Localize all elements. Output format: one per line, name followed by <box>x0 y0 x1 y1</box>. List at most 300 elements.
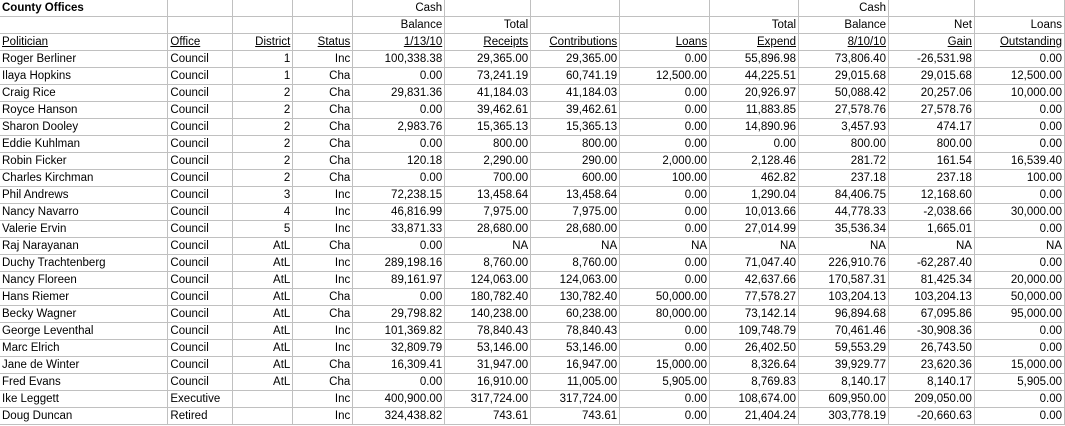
table-cell[interactable]: 0.00 <box>620 221 710 238</box>
table-cell[interactable]: 0.00 <box>974 255 1064 272</box>
table-cell[interactable]: 12,500.00 <box>974 68 1064 85</box>
table-cell[interactable]: 35,536.34 <box>799 221 889 238</box>
table-cell[interactable]: Phil Andrews <box>0 187 168 204</box>
table-cell[interactable]: 124,063.00 <box>531 272 620 289</box>
table-cell[interactable]: Ilaya Hopkins <box>0 68 168 85</box>
column-header-district[interactable] <box>233 34 293 51</box>
table-cell[interactable]: Council <box>168 136 233 153</box>
table-cell[interactable]: Retired <box>168 408 233 425</box>
table-cell[interactable]: -2,038.66 <box>888 204 974 221</box>
table-cell[interactable]: 50,088.42 <box>799 85 889 102</box>
header-cell[interactable] <box>620 0 710 17</box>
table-cell[interactable]: 100.00 <box>620 170 710 187</box>
table-cell[interactable]: Council <box>168 51 233 68</box>
header-cell[interactable] <box>168 0 233 17</box>
table-cell[interactable]: Cha <box>293 102 353 119</box>
table-cell[interactable]: Inc <box>293 323 353 340</box>
table-cell[interactable]: 0.00 <box>620 391 710 408</box>
table-cell[interactable]: 0.00 <box>974 51 1064 68</box>
table-cell[interactable]: 103,204.13 <box>888 289 974 306</box>
header-cell[interactable] <box>620 17 710 34</box>
table-cell[interactable]: 800.00 <box>888 136 974 153</box>
header-cell[interactable] <box>168 17 233 34</box>
table-cell[interactable]: 10,000.00 <box>974 85 1064 102</box>
table-cell[interactable]: 44,778.33 <box>799 204 889 221</box>
table-cell[interactable]: 0.00 <box>620 255 710 272</box>
table-cell[interactable]: Sharon Dooley <box>0 119 168 136</box>
table-cell[interactable]: 78,840.43 <box>531 323 620 340</box>
table-cell[interactable]: 0.00 <box>620 408 710 425</box>
table-cell[interactable]: 3,457.93 <box>799 119 889 136</box>
table-cell[interactable]: 10,013.66 <box>710 204 799 221</box>
table-cell[interactable]: 1,665.01 <box>888 221 974 238</box>
table-cell[interactable]: 30,000.00 <box>974 204 1064 221</box>
table-cell[interactable]: Hans Riemer <box>0 289 168 306</box>
table-cell[interactable]: AtL <box>233 238 293 255</box>
table-cell[interactable]: Inc <box>293 187 353 204</box>
header-cell[interactable] <box>445 0 531 17</box>
table-cell[interactable]: 16,910.00 <box>445 374 531 391</box>
column-header-outstanding[interactable] <box>974 34 1064 51</box>
table-cell[interactable]: Inc <box>293 204 353 221</box>
table-cell[interactable]: 8,760.00 <box>445 255 531 272</box>
column-header-status[interactable] <box>293 34 353 51</box>
table-cell[interactable]: Cha <box>293 289 353 306</box>
table-cell[interactable]: Council <box>168 289 233 306</box>
table-cell[interactable]: Inc <box>293 340 353 357</box>
table-cell[interactable]: 0.00 <box>353 68 445 85</box>
table-cell[interactable]: 2 <box>233 102 293 119</box>
table-cell[interactable]: Council <box>168 374 233 391</box>
column-header-gain[interactable] <box>888 34 974 51</box>
header-cell[interactable] <box>233 17 293 34</box>
table-cell[interactable]: 0.00 <box>620 136 710 153</box>
table-cell[interactable]: AtL <box>233 374 293 391</box>
header-cell[interactable] <box>974 0 1064 17</box>
table-cell[interactable]: 180,782.40 <box>445 289 531 306</box>
table-cell[interactable]: 50,000.00 <box>620 289 710 306</box>
sheet-title-cell[interactable]: County Offices <box>0 0 168 17</box>
table-cell[interactable]: Inc <box>293 391 353 408</box>
table-cell[interactable]: 0.00 <box>353 289 445 306</box>
table-cell[interactable]: Eddie Kuhlman <box>0 136 168 153</box>
header-cell[interactable]: Balance <box>353 17 445 34</box>
table-cell[interactable]: Council <box>168 119 233 136</box>
header-cell[interactable]: Balance <box>799 17 889 34</box>
table-cell[interactable]: 2 <box>233 85 293 102</box>
table-cell[interactable]: 1 <box>233 68 293 85</box>
table-cell[interactable]: 0.00 <box>620 323 710 340</box>
table-cell[interactable]: 27,014.99 <box>710 221 799 238</box>
table-cell[interactable]: 0.00 <box>974 119 1064 136</box>
table-cell[interactable]: 26,743.50 <box>888 340 974 357</box>
table-cell[interactable]: Robin Ficker <box>0 153 168 170</box>
header-cell[interactable]: Net <box>888 17 974 34</box>
table-cell[interactable]: 8,140.17 <box>799 374 889 391</box>
table-cell[interactable]: 29,798.82 <box>353 306 445 323</box>
header-cell[interactable] <box>710 0 799 17</box>
table-cell[interactable]: 11,883.85 <box>710 102 799 119</box>
table-cell[interactable]: Executive <box>168 391 233 408</box>
table-cell[interactable]: 15,000.00 <box>974 357 1064 374</box>
table-cell[interactable]: 474.17 <box>888 119 974 136</box>
table-cell[interactable]: 0.00 <box>620 272 710 289</box>
table-cell[interactable]: 11,005.00 <box>531 374 620 391</box>
column-header-expend[interactable] <box>710 34 799 51</box>
table-cell[interactable]: Council <box>168 85 233 102</box>
table-cell[interactable]: 39,462.61 <box>531 102 620 119</box>
table-cell[interactable]: 140,238.00 <box>445 306 531 323</box>
table-cell[interactable]: 0.00 <box>710 136 799 153</box>
table-cell[interactable]: 15,365.13 <box>445 119 531 136</box>
table-cell[interactable]: Inc <box>293 221 353 238</box>
table-cell[interactable]: 60,238.00 <box>531 306 620 323</box>
table-cell[interactable]: 0.00 <box>620 119 710 136</box>
table-cell[interactable]: Cha <box>293 85 353 102</box>
table-cell[interactable]: 0.00 <box>974 408 1064 425</box>
table-cell[interactable]: Royce Hanson <box>0 102 168 119</box>
table-cell[interactable]: 0.00 <box>620 102 710 119</box>
table-cell[interactable]: 0.00 <box>974 136 1064 153</box>
header-cell[interactable]: Cash <box>799 0 889 17</box>
table-cell[interactable]: 109,748.79 <box>710 323 799 340</box>
table-cell[interactable]: 5 <box>233 221 293 238</box>
table-cell[interactable]: Cha <box>293 170 353 187</box>
table-cell[interactable]: Fred Evans <box>0 374 168 391</box>
table-cell[interactable]: 73,806.40 <box>799 51 889 68</box>
table-cell[interactable]: Inc <box>293 255 353 272</box>
header-cell[interactable] <box>293 0 353 17</box>
column-header-8-10-10[interactable] <box>799 34 889 51</box>
table-cell[interactable]: 39,462.61 <box>445 102 531 119</box>
table-cell[interactable]: 317,724.00 <box>445 391 531 408</box>
table-cell[interactable]: 800.00 <box>531 136 620 153</box>
table-cell[interactable]: 0.00 <box>974 340 1064 357</box>
table-cell[interactable]: 96,894.68 <box>799 306 889 323</box>
table-cell[interactable]: 209,050.00 <box>888 391 974 408</box>
table-cell[interactable]: 71,047.40 <box>710 255 799 272</box>
table-cell[interactable]: 237.18 <box>888 170 974 187</box>
table-cell[interactable]: 95,000.00 <box>974 306 1064 323</box>
table-cell[interactable]: 20,257.06 <box>888 85 974 102</box>
table-cell[interactable]: 73,241.19 <box>445 68 531 85</box>
table-cell[interactable]: Council <box>168 170 233 187</box>
table-cell[interactable]: 89,161.97 <box>353 272 445 289</box>
table-cell[interactable]: Charles Kirchman <box>0 170 168 187</box>
table-cell[interactable]: 2 <box>233 153 293 170</box>
table-cell[interactable]: 84,406.75 <box>799 187 889 204</box>
table-cell[interactable]: 0.00 <box>620 51 710 68</box>
table-cell[interactable]: 120.18 <box>353 153 445 170</box>
table-cell[interactable]: AtL <box>233 255 293 272</box>
table-cell[interactable]: -26,531.98 <box>888 51 974 68</box>
table-cell[interactable]: -30,908.36 <box>888 323 974 340</box>
table-cell[interactable]: 80,000.00 <box>620 306 710 323</box>
table-cell[interactable]: 400,900.00 <box>353 391 445 408</box>
table-cell[interactable]: Inc <box>293 272 353 289</box>
table-cell[interactable]: 462.82 <box>710 170 799 187</box>
table-cell[interactable]: 39,929.77 <box>799 357 889 374</box>
table-cell[interactable]: 3 <box>233 187 293 204</box>
table-cell[interactable]: 324,438.82 <box>353 408 445 425</box>
header-cell[interactable]: Loans <box>974 17 1064 34</box>
table-cell[interactable]: 59,553.29 <box>799 340 889 357</box>
table-cell[interactable]: Duchy Trachtenberg <box>0 255 168 272</box>
table-cell[interactable]: 16,309.41 <box>353 357 445 374</box>
table-cell[interactable]: 29,365.00 <box>445 51 531 68</box>
table-cell[interactable]: 16,539.40 <box>974 153 1064 170</box>
table-cell[interactable]: 2,000.00 <box>620 153 710 170</box>
table-cell[interactable]: 50,000.00 <box>974 289 1064 306</box>
table-cell[interactable]: 72,238.15 <box>353 187 445 204</box>
table-cell[interactable]: 7,975.00 <box>445 204 531 221</box>
table-cell[interactable]: Council <box>168 153 233 170</box>
table-cell[interactable]: 70,461.46 <box>799 323 889 340</box>
table-cell[interactable]: 0.00 <box>974 221 1064 238</box>
table-cell[interactable]: 290.00 <box>531 153 620 170</box>
table-cell[interactable]: NA <box>799 238 889 255</box>
table-cell[interactable]: Becky Wagner <box>0 306 168 323</box>
table-cell[interactable]: 29,831.36 <box>353 85 445 102</box>
table-cell[interactable]: 0.00 <box>974 102 1064 119</box>
table-cell[interactable]: 0.00 <box>353 102 445 119</box>
table-cell[interactable]: AtL <box>233 323 293 340</box>
table-cell[interactable]: 29,365.00 <box>531 51 620 68</box>
table-cell[interactable]: Inc <box>293 51 353 68</box>
table-cell[interactable]: 8,760.00 <box>531 255 620 272</box>
table-cell[interactable]: Marc Elrich <box>0 340 168 357</box>
column-header-receipts[interactable] <box>445 34 531 51</box>
header-cell[interactable]: Cash <box>353 0 445 17</box>
table-cell[interactable]: 303,778.19 <box>799 408 889 425</box>
table-cell[interactable]: Nancy Navarro <box>0 204 168 221</box>
table-cell[interactable]: 33,871.33 <box>353 221 445 238</box>
table-cell[interactable]: 12,500.00 <box>620 68 710 85</box>
table-cell[interactable]: Cha <box>293 238 353 255</box>
header-cell[interactable]: Total <box>445 17 531 34</box>
table-cell[interactable]: -62,287.40 <box>888 255 974 272</box>
table-cell[interactable]: 2 <box>233 170 293 187</box>
table-cell[interactable]: Council <box>168 272 233 289</box>
table-cell[interactable]: 2 <box>233 136 293 153</box>
table-cell[interactable]: 0.00 <box>974 323 1064 340</box>
table-cell[interactable]: 32,809.79 <box>353 340 445 357</box>
table-cell[interactable]: Council <box>168 102 233 119</box>
table-cell[interactable]: AtL <box>233 340 293 357</box>
table-cell[interactable]: NA <box>888 238 974 255</box>
table-cell[interactable]: 0.00 <box>353 238 445 255</box>
table-cell[interactable]: Cha <box>293 136 353 153</box>
table-cell[interactable]: Roger Berliner <box>0 51 168 68</box>
table-cell[interactable]: Inc <box>293 408 353 425</box>
table-cell[interactable]: Council <box>168 187 233 204</box>
table-cell[interactable]: 20,926.97 <box>710 85 799 102</box>
table-cell[interactable]: 7,975.00 <box>531 204 620 221</box>
table-cell[interactable]: Council <box>168 221 233 238</box>
table-cell[interactable]: 226,910.76 <box>799 255 889 272</box>
table-cell[interactable]: 23,620.36 <box>888 357 974 374</box>
table-cell[interactable]: 20,000.00 <box>974 272 1064 289</box>
table-cell[interactable]: 170,587.31 <box>799 272 889 289</box>
table-cell[interactable]: 101,369.82 <box>353 323 445 340</box>
table-cell[interactable]: Council <box>168 306 233 323</box>
table-cell[interactable]: Council <box>168 255 233 272</box>
table-cell[interactable]: Council <box>168 68 233 85</box>
table-cell[interactable]: 2,983.76 <box>353 119 445 136</box>
table-cell[interactable]: 281.72 <box>799 153 889 170</box>
table-cell[interactable] <box>233 391 293 408</box>
column-header-contributions[interactable] <box>531 34 620 51</box>
table-cell[interactable]: 12,168.60 <box>888 187 974 204</box>
table-cell[interactable]: 16,947.00 <box>531 357 620 374</box>
table-cell[interactable]: 5,905.00 <box>620 374 710 391</box>
table-cell[interactable]: Doug Duncan <box>0 408 168 425</box>
table-cell[interactable]: 609,950.00 <box>799 391 889 408</box>
table-cell[interactable]: 0.00 <box>353 170 445 187</box>
header-cell[interactable]: Total <box>710 17 799 34</box>
table-cell[interactable]: 289,198.16 <box>353 255 445 272</box>
table-cell[interactable]: 8,769.83 <box>710 374 799 391</box>
table-cell[interactable]: 0.00 <box>620 204 710 221</box>
table-cell[interactable]: 161.54 <box>888 153 974 170</box>
table-cell[interactable]: 21,404.24 <box>710 408 799 425</box>
table-cell[interactable]: 29,015.68 <box>799 68 889 85</box>
table-cell[interactable]: 0.00 <box>620 85 710 102</box>
table-cell[interactable]: Cha <box>293 153 353 170</box>
table-cell[interactable]: 0.00 <box>353 374 445 391</box>
table-cell[interactable]: 0.00 <box>974 391 1064 408</box>
table-cell[interactable]: -20,660.63 <box>888 408 974 425</box>
table-cell[interactable]: 800.00 <box>445 136 531 153</box>
table-cell[interactable]: 78,840.43 <box>445 323 531 340</box>
table-cell[interactable]: AtL <box>233 272 293 289</box>
table-cell[interactable]: Cha <box>293 68 353 85</box>
header-cell[interactable] <box>531 0 620 17</box>
table-cell[interactable]: 237.18 <box>799 170 889 187</box>
table-cell[interactable]: 44,225.51 <box>710 68 799 85</box>
column-header-loans[interactable] <box>620 34 710 51</box>
table-cell[interactable]: Craig Rice <box>0 85 168 102</box>
table-cell[interactable]: 2,290.00 <box>445 153 531 170</box>
table-cell[interactable]: 103,204.13 <box>799 289 889 306</box>
column-header-politician[interactable] <box>0 34 168 51</box>
table-cell[interactable]: 8,140.17 <box>888 374 974 391</box>
table-cell[interactable]: Ike Leggett <box>0 391 168 408</box>
table-cell[interactable]: 42,637.66 <box>710 272 799 289</box>
table-cell[interactable]: NA <box>974 238 1064 255</box>
table-cell[interactable]: 15,000.00 <box>620 357 710 374</box>
table-cell[interactable]: 31,947.00 <box>445 357 531 374</box>
table-cell[interactable]: 700.00 <box>445 170 531 187</box>
table-cell[interactable]: Council <box>168 238 233 255</box>
table-cell[interactable]: 130,782.40 <box>531 289 620 306</box>
table-cell[interactable]: 0.00 <box>620 187 710 204</box>
table-cell[interactable]: 5,905.00 <box>974 374 1064 391</box>
table-cell[interactable]: Council <box>168 323 233 340</box>
table-cell[interactable]: NA <box>531 238 620 255</box>
table-cell[interactable]: George Leventhal <box>0 323 168 340</box>
table-cell[interactable]: 28,680.00 <box>445 221 531 238</box>
table-cell[interactable] <box>233 408 293 425</box>
table-cell[interactable]: 55,896.98 <box>710 51 799 68</box>
table-cell[interactable]: 124,063.00 <box>445 272 531 289</box>
table-cell[interactable]: 13,458.64 <box>445 187 531 204</box>
table-cell[interactable]: 14,890.96 <box>710 119 799 136</box>
table-cell[interactable]: Council <box>168 357 233 374</box>
table-cell[interactable]: 2,128.46 <box>710 153 799 170</box>
table-cell[interactable]: 27,578.76 <box>799 102 889 119</box>
table-cell[interactable]: AtL <box>233 289 293 306</box>
table-cell[interactable]: 60,741.19 <box>531 68 620 85</box>
table-cell[interactable]: 4 <box>233 204 293 221</box>
table-cell[interactable]: Jane de Winter <box>0 357 168 374</box>
table-cell[interactable]: 53,146.00 <box>445 340 531 357</box>
table-cell[interactable]: 100,338.38 <box>353 51 445 68</box>
table-cell[interactable]: 743.61 <box>531 408 620 425</box>
column-header-1-13-10[interactable] <box>353 34 445 51</box>
table-cell[interactable]: 743.61 <box>445 408 531 425</box>
table-cell[interactable]: 73,142.14 <box>710 306 799 323</box>
table-cell[interactable]: 0.00 <box>974 187 1064 204</box>
header-cell[interactable] <box>531 17 620 34</box>
table-cell[interactable]: 53,146.00 <box>531 340 620 357</box>
table-cell[interactable]: 13,458.64 <box>531 187 620 204</box>
header-cell[interactable] <box>888 0 974 17</box>
table-cell[interactable]: 27,578.76 <box>888 102 974 119</box>
table-cell[interactable]: 46,816.99 <box>353 204 445 221</box>
table-cell[interactable]: 26,402.50 <box>710 340 799 357</box>
table-cell[interactable]: Nancy Floreen <box>0 272 168 289</box>
table-cell[interactable]: 1 <box>233 51 293 68</box>
table-cell[interactable]: Valerie Ervin <box>0 221 168 238</box>
table-cell[interactable]: 81,425.34 <box>888 272 974 289</box>
table-cell[interactable]: 8,326.64 <box>710 357 799 374</box>
table-cell[interactable]: Cha <box>293 374 353 391</box>
table-cell[interactable]: NA <box>710 238 799 255</box>
table-cell[interactable]: Council <box>168 204 233 221</box>
table-cell[interactable]: 15,365.13 <box>531 119 620 136</box>
table-cell[interactable]: 77,578.27 <box>710 289 799 306</box>
table-cell[interactable]: AtL <box>233 357 293 374</box>
table-cell[interactable]: 317,724.00 <box>531 391 620 408</box>
table-cell[interactable]: Cha <box>293 119 353 136</box>
table-cell[interactable]: Raj Narayanan <box>0 238 168 255</box>
table-cell[interactable]: 28,680.00 <box>531 221 620 238</box>
header-cell[interactable] <box>293 17 353 34</box>
table-cell[interactable]: 800.00 <box>799 136 889 153</box>
table-cell[interactable]: 600.00 <box>531 170 620 187</box>
table-cell[interactable]: 0.00 <box>620 340 710 357</box>
table-cell[interactable]: 67,095.86 <box>888 306 974 323</box>
header-cell[interactable] <box>0 17 168 34</box>
column-header-office[interactable] <box>168 34 233 51</box>
table-cell[interactable]: 100.00 <box>974 170 1064 187</box>
table-cell[interactable]: 29,015.68 <box>888 68 974 85</box>
header-cell[interactable] <box>233 0 293 17</box>
table-cell[interactable]: 0.00 <box>353 136 445 153</box>
table-cell[interactable]: 108,674.00 <box>710 391 799 408</box>
table-cell[interactable]: 1,290.04 <box>710 187 799 204</box>
table-cell[interactable]: 41,184.03 <box>445 85 531 102</box>
table-cell[interactable]: Cha <box>293 357 353 374</box>
table-cell[interactable]: 41,184.03 <box>531 85 620 102</box>
table-cell[interactable]: 2 <box>233 119 293 136</box>
table-cell[interactable]: Council <box>168 340 233 357</box>
table-cell[interactable]: NA <box>445 238 531 255</box>
table-cell[interactable]: AtL <box>233 306 293 323</box>
table-cell[interactable]: NA <box>620 238 710 255</box>
table-cell[interactable]: Cha <box>293 306 353 323</box>
